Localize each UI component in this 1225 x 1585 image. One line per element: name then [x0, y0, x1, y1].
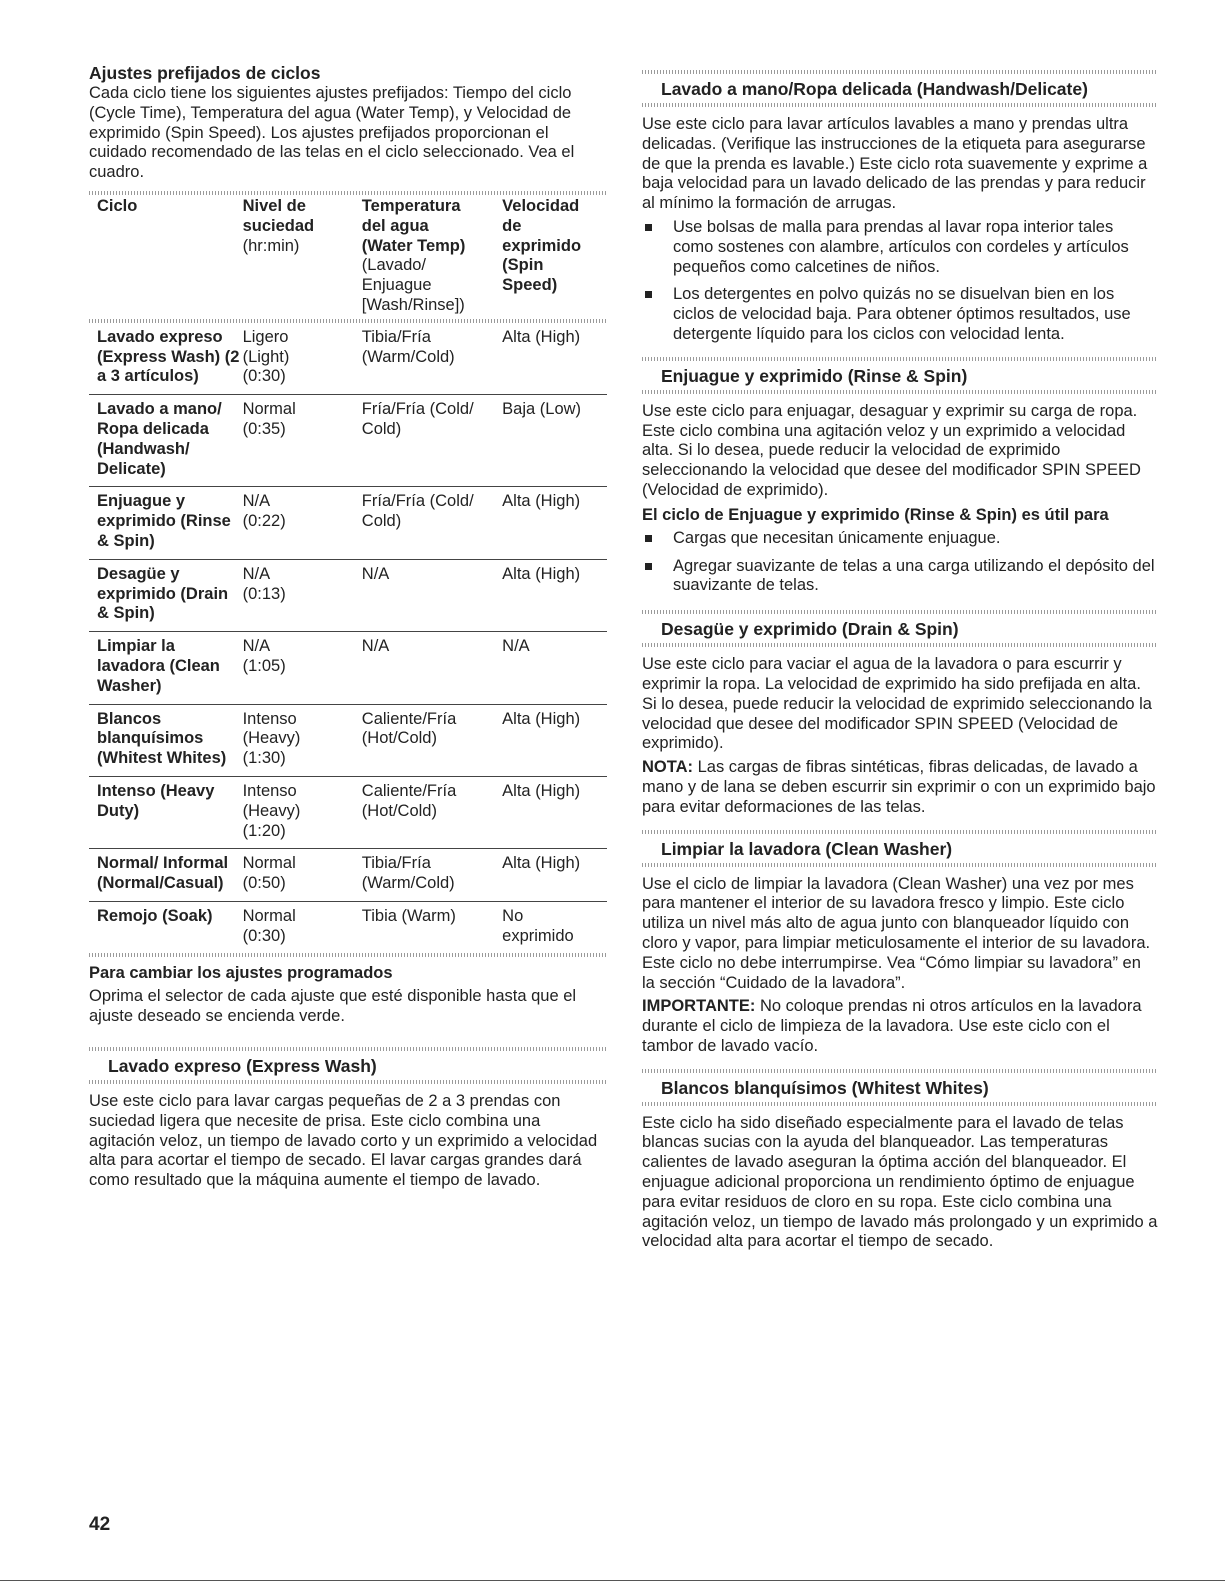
cell-soil-level: Normal (0:35)	[243, 395, 362, 487]
header-water-temp	[362, 197, 502, 319]
header-water-temp-label: Temperatura del agua (Water Temp)	[361, 196, 466, 255]
table-row	[89, 559, 607, 631]
note-text: Las cargas de fibras sintéticas, fibras delicadas, de lavado a mano y de lana se deben escurrir sin exprimir o con un exprimido bajo para evitar deformaciones de las telas.	[642, 758, 1156, 816]
cell-cycle: Normal/ Informal (Normal/Casual)	[89, 849, 243, 902]
table-row	[89, 901, 607, 953]
rinse-spin-heading: Enjuague y exprimido (Rinse & Spin)	[661, 365, 968, 386]
header-cycle: Ciclo	[97, 196, 138, 215]
cell-spin-speed: Alta (High)	[502, 559, 607, 631]
list-item: Los detergentes en polvo quizás no se disuelvan bien en los ciclos de velocidad baja. Para obtener óptimos resultados, use detergente líquido para los ciclos con velocidad lenta.	[642, 285, 1158, 344]
table-row	[89, 487, 607, 559]
rinse-spin-subheading: El ciclo de Enjuague y exprimido (Rinse & Spin) es útil para	[642, 505, 1109, 524]
list-item: Cargas que necesitan únicamente enjuague.	[642, 529, 1158, 549]
cell-water-temp: Tibia/Fría (Warm/Cold)	[362, 849, 502, 902]
cell-spin-speed: Baja (Low)	[502, 395, 607, 487]
cell-water-temp: Tibia/Fría (Warm/Cold)	[362, 323, 502, 395]
clean-washer-heading: Limpiar la lavadora (Clean Washer)	[661, 838, 953, 859]
cell-water-temp: Caliente/Fría (Hot/Cold)	[362, 776, 502, 848]
cell-water-temp: Tibia (Warm)	[361, 906, 456, 925]
rinse-spin-text: Use este ciclo para enjuagar, desaguar y exprimir su carga de ropa. Este ciclo combina una agitación veloz y un exprimido a velocidad alta. Si lo desea, puede reducir la velocidad de exprimido seleccionando la velocidad que desee del modificador SPIN SPEED (Velocidad de exprimido).	[642, 401, 1141, 499]
divider	[89, 191, 607, 195]
cycle-presets-intro: Cada ciclo tiene los siguientes ajustes prefijados: Tiempo del ciclo (Cycle Time), Temperatura del agua (Water Temp), y Velocidad de exprimido (Spin Speed). Los ajustes prefijados proporcionan el cuidado recomendado de las telas en el ciclo seleccionado. Vea el cuadro.	[89, 84, 575, 182]
cell-spin-speed: Alta (High)	[502, 849, 607, 902]
cell-water-temp: N/A	[362, 632, 502, 704]
list-item: Use bolsas de malla para prendas al lavar ropa interior tales como sostenes con alambre, artículos con cordeles y artículos pequeños como calcetines de niños.	[642, 218, 1158, 277]
change-presets-heading: Para cambiar los ajustes programados	[89, 964, 393, 983]
express-wash-heading: Lavado expreso (Express Wash)	[108, 1056, 377, 1077]
drain-spin-heading: Desagüe y exprimido (Drain & Spin)	[661, 619, 959, 640]
rinse-spin-bullet-list	[642, 529, 1158, 596]
page-number: 42	[89, 1514, 111, 1535]
drain-spin-note	[642, 758, 1158, 817]
cell-soil-level: N/A (0:13)	[243, 559, 362, 631]
cell-soil-level: Ligero (Light) (0:30)	[243, 323, 362, 395]
divider	[642, 1102, 1158, 1106]
list-item: Agregar suavizante de telas a una carga utilizando el depósito del suavizante de telas.	[642, 557, 1158, 597]
header-soil-level-unit: (hr:min)	[242, 236, 300, 255]
divider	[89, 953, 607, 957]
divider	[642, 863, 1158, 867]
cell-cycle: Remojo (Soak)	[97, 906, 213, 925]
cell-cycle: Lavado expreso (Express Wash) (2 a 3 artículos)	[89, 323, 243, 395]
drain-spin-text: Use este ciclo para vaciar el agua de la lavadora o para escurrir y exprimir la ropa. La velocidad de exprimido ha sido prefijada en alta. Si lo desea, puede reducir la velocidad de exprimido seleccionando la velocidad que desee del modificador SPIN SPEED (Velocidad de exprimido).	[642, 655, 1152, 753]
header-soil-level	[243, 197, 362, 319]
divider	[642, 643, 1158, 647]
clean-washer-text: Use el ciclo de limpiar la lavadora (Clean Washer) una vez por mes para mantener el interior de su lavadora fresco y limpio. Este ciclo utiliza un nivel más alto de agua junto con blanqueador líquido con cloro y vapor, para limpiar meticulosamente el interior de su lavadora. Este ciclo no debe interrumpirse. Vea “Cómo limpiar su lavadora” en la sección “Cuidado de la lavadora”.	[642, 874, 1151, 992]
cell-cycle: Blancos blanquísimos (Whitest Whites)	[89, 704, 243, 776]
header-soil-level-label: Nivel de suciedad	[242, 196, 315, 235]
page-bottom-rule	[0, 1580, 1225, 1581]
divider	[89, 1047, 607, 1051]
important-label: IMPORTANTE:	[642, 997, 756, 1016]
cell-spin-speed: No exprimido	[502, 906, 574, 945]
note-label: NOTA:	[642, 758, 694, 777]
cell-soil-level: Intenso (Heavy) (1:20)	[243, 776, 362, 848]
cell-water-temp: N/A	[362, 559, 502, 631]
table-row	[89, 849, 607, 902]
table-header-row	[89, 197, 607, 319]
cell-spin-speed: Alta (High)	[502, 487, 607, 559]
clean-washer-important	[642, 997, 1158, 1056]
handwash-bullet-list	[642, 218, 1158, 345]
cell-soil-level: N/A (0:22)	[243, 487, 362, 559]
table-row	[89, 395, 607, 487]
header-water-temp-detail: (Lavado/ Enjuague [Wash/Rinse])	[361, 256, 465, 314]
handwash-text: Use este ciclo para lavar artículos lavables a mano y prendas ultra delicadas. (Verifique las instrucciones de la etiqueta para asegurarse de que la prenda es lavable.) Este ciclo rota suavemente y exprime a baja velocidad para un lavado delicado de las prendas y para reducir al mínimo la formación de arrugas.	[642, 115, 1148, 213]
important-text: No coloque prendas ni otros artículos en la lavadora durante el ciclo de limpieza de la lavadora. Use este ciclo con el tambor de lavado vacío.	[642, 997, 1142, 1055]
divider	[642, 70, 1158, 74]
cell-cycle: Desagüe y exprimido (Drain & Spin)	[89, 559, 243, 631]
change-presets-text: Oprima el selector de cada ajuste que esté disponible hasta que el ajuste deseado se encienda verde.	[89, 987, 577, 1026]
express-wash-text: Use este ciclo para lavar cargas pequeñas de 2 a 3 prendas con suciedad ligera que necesite de prisa. Este ciclo combina una agitación veloz, un tiempo de lavado corto y un exprimido a velocidad alta para acortar el tiempo de secado. El lavar cargas grandes dará como resultado que la máquina aumente el tiempo de lavado.	[89, 1092, 598, 1190]
cycle-presets-table	[89, 197, 607, 954]
cell-cycle: Limpiar la lavadora (Clean Washer)	[89, 632, 243, 704]
divider	[642, 610, 1158, 614]
divider	[642, 1069, 1158, 1073]
divider	[89, 1080, 607, 1084]
divider	[642, 390, 1158, 394]
cell-soil-level: Intenso (Heavy) (1:30)	[243, 704, 362, 776]
cell-water-temp: Caliente/Fría (Hot/Cold)	[362, 704, 502, 776]
header-spin-speed-label: Velocidad de exprimido (Spin Speed)	[502, 196, 582, 295]
cell-spin-speed: Alta (High)	[502, 776, 607, 848]
whitest-whites-heading: Blancos blanquísimos (Whitest Whites)	[661, 1077, 989, 1098]
cell-spin-speed: Alta (High)	[502, 704, 607, 776]
divider	[642, 357, 1158, 361]
cell-spin-speed: N/A	[502, 632, 607, 704]
table-row	[89, 704, 607, 776]
cell-cycle: Enjuague y exprimido (Rinse & Spin)	[89, 487, 243, 559]
cycle-presets-heading: Ajustes prefijados de ciclos	[89, 63, 321, 83]
cell-soil-level: Normal (0:30)	[242, 906, 296, 945]
table-row	[89, 632, 607, 704]
cell-soil-level: Normal (0:50)	[243, 849, 362, 902]
table-row	[89, 323, 607, 395]
right-column	[642, 70, 1158, 1252]
cell-cycle: Intenso (Heavy Duty)	[89, 776, 243, 848]
table-row	[89, 776, 607, 848]
header-spin-speed	[502, 197, 607, 319]
cell-soil-level: N/A (1:05)	[243, 632, 362, 704]
cell-water-temp: Fría/Fría (Cold/ Cold)	[362, 395, 502, 487]
divider	[642, 103, 1158, 107]
cell-water-temp: Fría/Fría (Cold/ Cold)	[362, 487, 502, 559]
divider	[642, 830, 1158, 834]
handwash-heading: Lavado a mano/Ropa delicada (Handwash/Delicate)	[661, 79, 1088, 99]
cell-cycle: Lavado a mano/ Ropa delicada (Handwash/ Delicate)	[89, 395, 243, 487]
whitest-whites-text: Este ciclo ha sido diseñado especialmente para el lavado de telas blancas sucias con la ayuda del blanqueador. Las temperaturas calientes de lavado aseguran la óptima acción del blanqueador. El enjuague adicional proporciona un rendimiento óptimo de enjuague para evitar residuos de cloro en su ropa. Este ciclo combina una agitación veloz, un tiempo de lavado más prolongado y un exprimido a velocidad alta para acortar el tiempo de secado.	[642, 1113, 1158, 1251]
cell-spin-speed: Alta (High)	[502, 323, 607, 395]
left-column	[89, 62, 607, 1191]
